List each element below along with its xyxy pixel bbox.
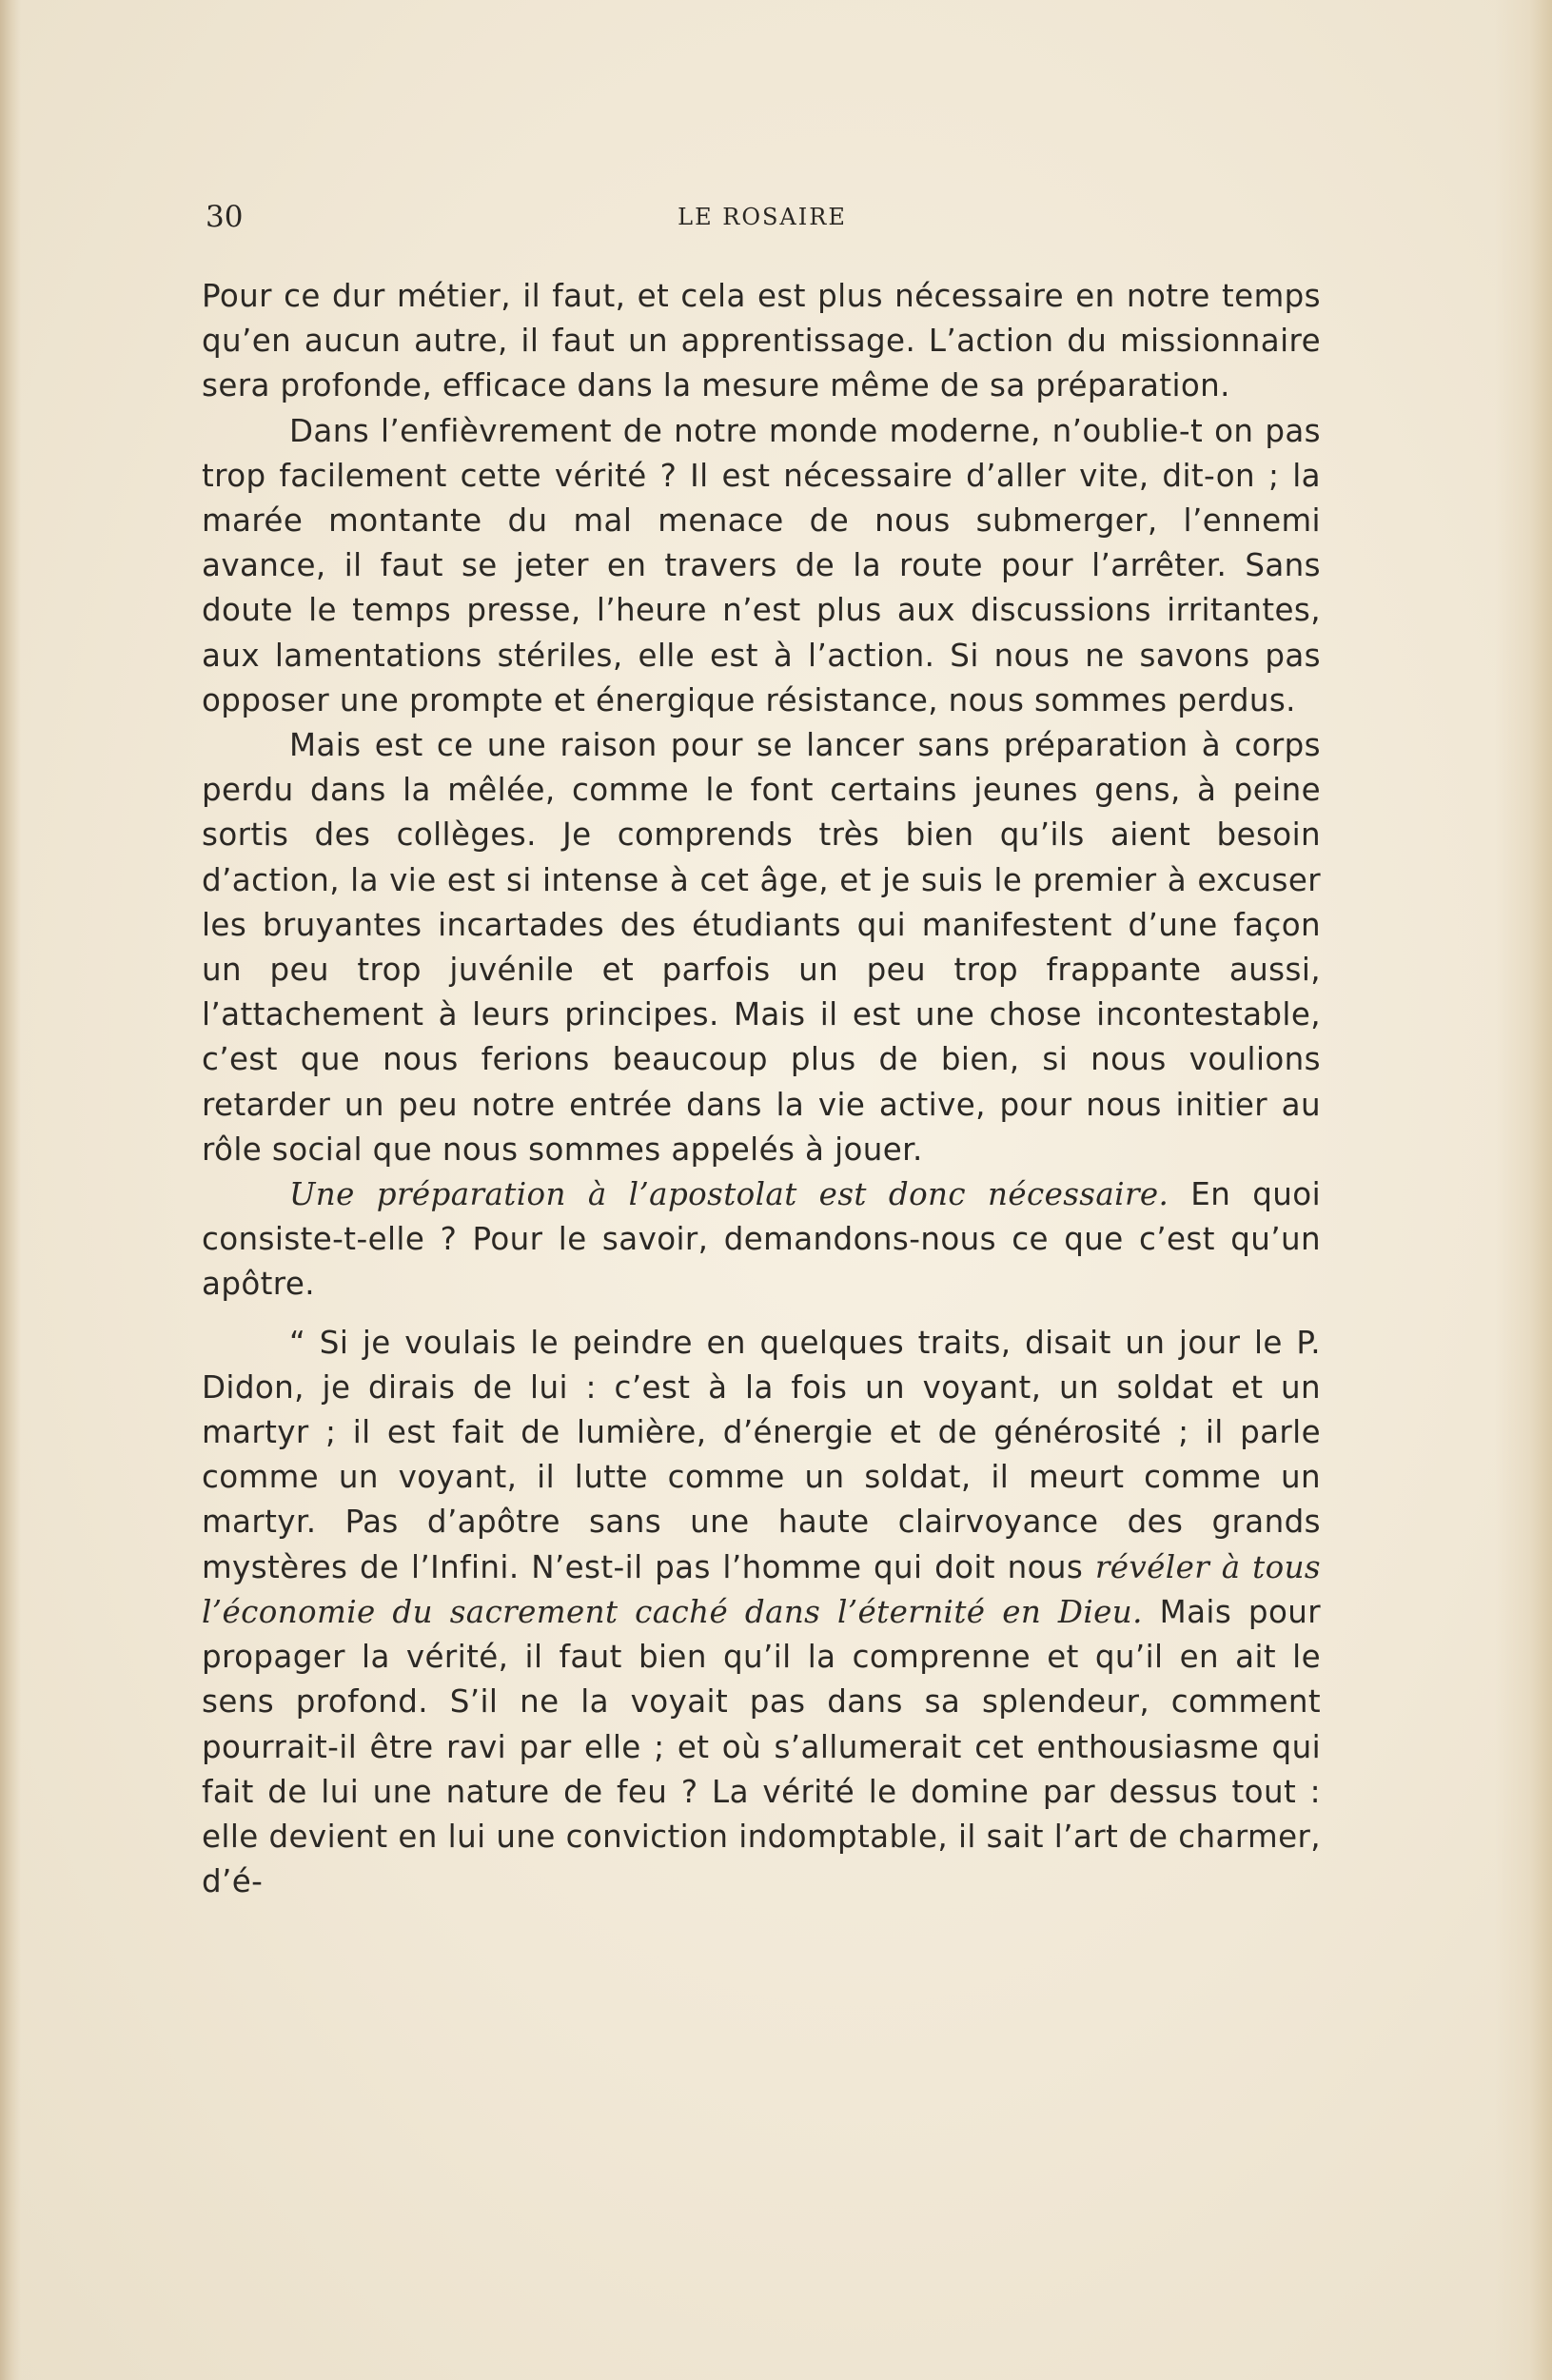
page-left-edge xyxy=(0,0,21,2380)
paragraph-5-italic: révéler à tous l’économie du sacrement caché dans l’éternité en Dieu. xyxy=(202,1548,1321,1630)
page-number: 30 xyxy=(206,200,244,234)
paragraph-4-italic: Une préparation à l’apostolat est donc nécessaire. xyxy=(289,1176,1169,1213)
paragraph-5-text-b: Mais pour propager la vérité, il faut bien qu’il la comprenne et qu’il en ait le sens profond. S’il ne la voyait pas dans sa splendeur, comment pourrait-il être ravi par elle ; et où s’allumerait cet enthousiasme qui fait de lui une nature de feu ? La vérité le domine par dessus tout : elle devient en lui une conviction indomptable, il sait l’art de charmer, d’é- xyxy=(202,1593,1321,1900)
page-header xyxy=(206,200,1319,238)
running-title: LE ROSAIRE xyxy=(678,204,847,230)
paragraph-3: Mais est ce une raison pour se lancer sans préparation à corps perdu dans la mêlée, comme le font certains jeunes gens, à peine sortis des collèges. Je comprends très bien qu’ils aient besoin d’action, la vie est si intense à cet âge, et je suis le premier à excuser les bruyantes incartades des étudiants qui manifestent d’une façon un peu trop juvénile et parfois un peu trop frappante aussi, l’attachement à leurs principes. Mais il est une chose incontestable, c’est que nous ferions beaucoup plus de bien, si nous voulions retarder un peu notre entrée dans la vie active, pour nous initier au rôle social que nous sommes appelés à jouer. xyxy=(202,727,1321,1168)
body-text xyxy=(202,274,1321,1904)
paragraph-5-quote xyxy=(202,1321,1321,1905)
paragraph-4-text: En quoi consiste-t-elle ? Pour le savoir, demandons-nous ce que c’est qu’un apôtre. xyxy=(202,1176,1322,1303)
paragraph-1: Pour ce dur métier, il faut, et cela est plus nécessaire en notre temps qu’en aucun autre, il faut un apprentissage. L’action du missionnaire sera profonde, efficace dans la mesure même de sa préparation. xyxy=(202,278,1321,404)
paragraph-2: Dans l’enfièvrement de notre monde moderne, n’oublie-t on pas trop facilement cette vérité ? Il est nécessaire d’aller vite, dit-on ; la marée montante du mal menace de nous submerger, l’ennemi avance, il faut se jeter en travers de la route pour l’arrêter. Sans doute le temps presse, l’heure n’est plus aux discussions irritantes, aux lamentations stériles, elle est à l’action. Si nous ne savons pas opposer une prompte et énergique résistance, nous sommes perdus. xyxy=(202,412,1321,718)
paragraph-5-text-a: “ Si je voulais le peindre en quelques traits, disait un jour le P. Didon, je dirais de lui : c’est à la fois un voyant, un soldat et un martyr ; il est fait de lumière, d’énergie et de générosité ; il parle comme un voyant, il lutte comme un soldat, il meurt comme un martyr. Pas d’apôtre sans une haute clairvoyance des grands mystères de l’Infini. N’est-il pas l’homme qui doit nous xyxy=(202,1324,1321,1585)
paragraph-4 xyxy=(202,1172,1321,1308)
page-right-edge xyxy=(1495,0,1552,2380)
